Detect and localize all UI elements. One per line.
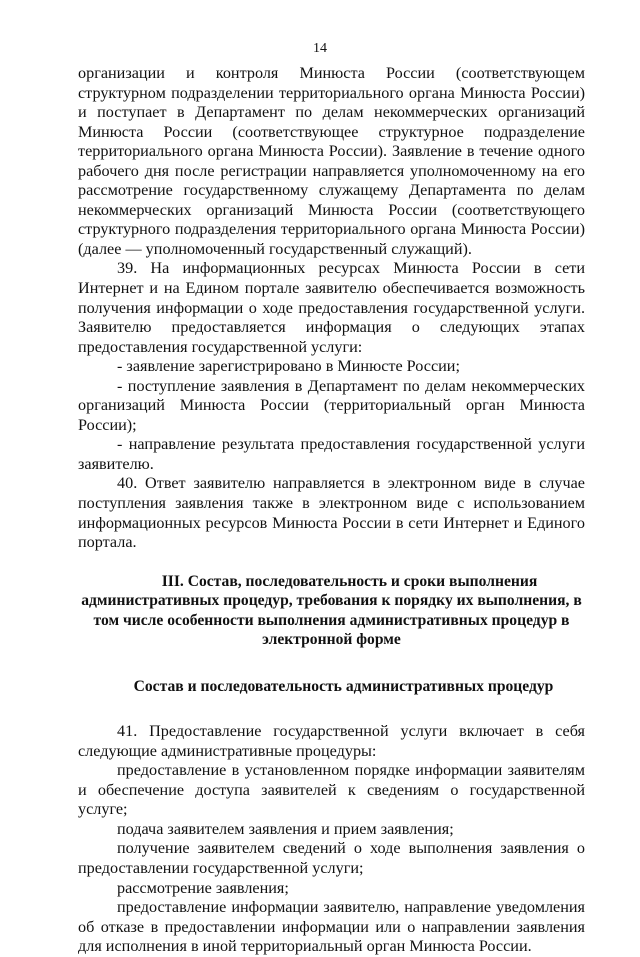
list-item: подача заявителем заявления и прием заявления; [117,819,454,838]
section-heading-line: III. Состав, последовательность и сроки выполнения [161,572,538,590]
section-heading-line: административных процедур, требования к порядку их выполнения, в [81,592,582,610]
paragraph-41: 41. Предоставление государственной услуги включает в себя следующие административные процедуры: [78,722,585,760]
list-item: - направление результата предоставления государственной услуги заявителю. [78,435,585,473]
list-item: предоставление информации заявителю, направление уведомления об отказе в предоставлении информации или о направлении заявления для исполнения в иной территориальный орган Минюста России. [78,898,585,956]
list-item: - поступление заявления в Департамент по делам некоммерческих организаций Минюста России (территориальный орган Минюста России); [78,376,585,434]
paragraph-39: 39. На информационных ресурсах Минюста России в сети Интернет и на Едином портале заявителю обеспечивается возможность получения информации о ходе предоставления государственной услуги. Заявителю предоставляется информация о следующих этапах предоставления государственной услуги: [78,259,585,356]
subsection-heading: Состав и последовательность административных процедур [133,677,554,695]
list-item: - заявление зарегистрировано в Минюсте России; [117,357,460,376]
section-heading-line: том числе особенности выполнения административных процедур в [93,611,570,629]
section-heading-line: электронной форме [262,631,401,649]
document-body [78,64,585,957]
list-item: получение заявителем сведений о ходе выполнения заявления о предоставлении государственной услуги; [78,839,585,877]
section-heading [78,572,585,650]
list-item: предоставление в установленном порядке информации заявителям и обеспечение доступа заявителей к сведениям о государственной услуге; [78,761,585,819]
page-number: 14 [313,41,327,56]
paragraph-continuation: организации и контроля Минюста России (соответствующем структурном подразделении территориального органа Минюста России) и поступает в Департамент по делам некоммерческих организаций Минюста России (соответствующее структурное подразделение территориального органа Минюста России). Заявление в течение одного рабочего дня после регистрации направляется уполномоченному на его рассмотрение государственному служащему Департамента по делам некоммерческих организаций Минюста России (соответствующего структурного подразделения территориального органа Минюста России) (далее — уполномоченный государственный служащий). [78,64,585,258]
paragraph-40: 40. Ответ заявителю направляется в электронном виде в случае поступления заявления также в электронном виде с использованием информационных ресурсов Минюста России в сети Интернет и Единого портала. [78,474,585,552]
list-item: рассмотрение заявления; [117,878,289,897]
